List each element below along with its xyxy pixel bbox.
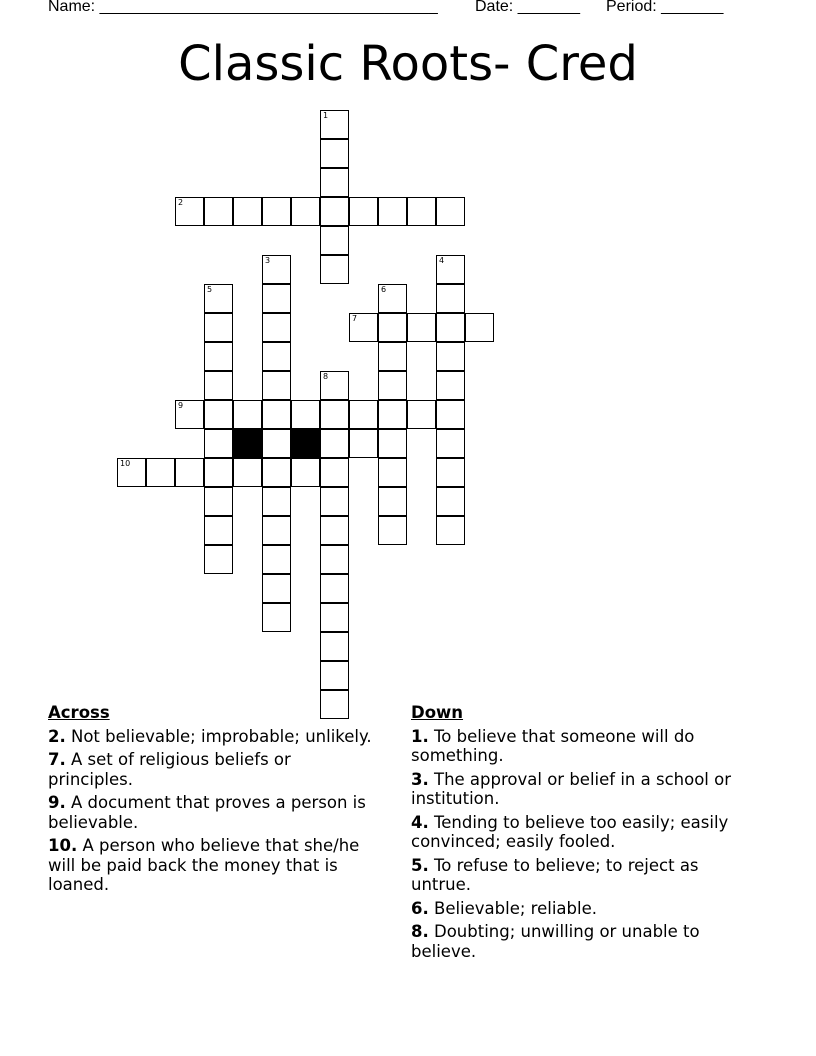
answer-cell[interactable] (262, 284, 291, 313)
date-field[interactable]: Date: _______ (475, 0, 580, 15)
answer-cell[interactable] (465, 313, 494, 342)
period-field[interactable]: Period: _______ (606, 0, 724, 15)
across-heading: Across (48, 703, 110, 722)
answer-cell[interactable] (349, 429, 378, 458)
answer-cell[interactable] (320, 574, 349, 603)
answer-cell[interactable] (320, 226, 349, 255)
answer-cell[interactable] (262, 371, 291, 400)
answer-cell[interactable] (378, 400, 407, 429)
answer-cell[interactable] (320, 661, 349, 690)
answer-cell[interactable] (204, 371, 233, 400)
answer-cell[interactable] (204, 458, 233, 487)
answer-cell[interactable] (320, 458, 349, 487)
answer-cell[interactable] (320, 255, 349, 284)
answer-cell[interactable] (262, 429, 291, 458)
answer-cell[interactable] (436, 342, 465, 371)
answer-cell[interactable] (320, 516, 349, 545)
answer-cell[interactable] (378, 487, 407, 516)
answer-cell[interactable] (378, 516, 407, 545)
numbered-cell-7[interactable] (349, 313, 378, 342)
answer-cell[interactable] (349, 400, 378, 429)
clue-down-6: 6. Believable; reliable. (411, 898, 597, 918)
answer-cell[interactable] (378, 197, 407, 226)
numbered-cell-10[interactable] (117, 458, 146, 487)
answer-cell[interactable] (175, 458, 204, 487)
answer-cell[interactable] (262, 603, 291, 632)
answer-cell[interactable] (262, 400, 291, 429)
clue-down-5: 5. To refuse to believe; to reject as untrue. (411, 855, 699, 894)
clue-across-2: 2. Not believable; improbable; unlikely. (48, 726, 372, 746)
clue-number: 4 (439, 256, 445, 265)
clue-number: 9 (178, 401, 184, 410)
answer-cell[interactable] (291, 458, 320, 487)
answer-cell[interactable] (262, 574, 291, 603)
answer-cell[interactable] (320, 429, 349, 458)
answer-cell[interactable] (320, 197, 349, 226)
answer-cell[interactable] (436, 284, 465, 313)
answer-cell[interactable] (262, 516, 291, 545)
answer-cell[interactable] (436, 197, 465, 226)
answer-cell[interactable] (262, 545, 291, 574)
clue-number: 6 (381, 285, 387, 294)
down-clues (411, 703, 751, 965)
black-cell (291, 429, 320, 458)
numbered-cell-8[interactable] (320, 371, 349, 400)
answer-cell[interactable] (262, 342, 291, 371)
clue-across-9: 9. A document that proves a person is believable. (48, 793, 366, 832)
answer-cell[interactable] (378, 342, 407, 371)
answer-cell[interactable] (291, 197, 320, 226)
answer-cell[interactable] (320, 487, 349, 516)
answer-cell[interactable] (262, 197, 291, 226)
answer-cell[interactable] (204, 400, 233, 429)
clue-number: 1 (323, 111, 329, 120)
answer-cell[interactable] (233, 197, 262, 226)
numbered-cell-1[interactable] (320, 110, 349, 139)
answer-cell[interactable] (146, 458, 175, 487)
clue-number: 2 (178, 198, 184, 207)
clue-number: 5 (207, 285, 213, 294)
answer-cell[interactable] (436, 487, 465, 516)
answer-cell[interactable] (407, 400, 436, 429)
clue-across-10: 10. A person who believe that she/he will be paid back the money that is loaned. (48, 836, 360, 894)
across-clues (48, 703, 378, 899)
clue-number: 7 (352, 314, 358, 323)
answer-cell[interactable] (320, 603, 349, 632)
answer-cell[interactable] (436, 458, 465, 487)
name-field[interactable]: Name: ______________________________________ (48, 0, 438, 15)
answer-cell[interactable] (436, 516, 465, 545)
answer-cell[interactable] (291, 400, 320, 429)
numbered-cell-4[interactable] (436, 255, 465, 284)
numbered-cell-6[interactable] (378, 284, 407, 313)
numbered-cell-5[interactable] (204, 284, 233, 313)
clue-down-8: 8. Doubting; unwilling or unable to believe. (411, 922, 700, 961)
answer-cell[interactable] (233, 400, 262, 429)
answer-cell[interactable] (262, 313, 291, 342)
puzzle-title: Classic Roots- Cred (178, 36, 638, 92)
answer-cell[interactable] (378, 371, 407, 400)
answer-cell[interactable] (204, 487, 233, 516)
answer-cell[interactable] (407, 197, 436, 226)
answer-cell[interactable] (204, 516, 233, 545)
numbered-cell-3[interactable] (262, 255, 291, 284)
answer-cell[interactable] (349, 197, 378, 226)
answer-cell[interactable] (320, 400, 349, 429)
answer-cell[interactable] (320, 168, 349, 197)
clue-number: 8 (323, 372, 329, 381)
answer-cell[interactable] (204, 429, 233, 458)
answer-cell[interactable] (436, 313, 465, 342)
answer-cell[interactable] (436, 371, 465, 400)
numbered-cell-2[interactable] (175, 197, 204, 226)
answer-cell[interactable] (262, 458, 291, 487)
numbered-cell-9[interactable] (175, 400, 204, 429)
answer-cell[interactable] (378, 429, 407, 458)
answer-cell[interactable] (378, 458, 407, 487)
answer-cell[interactable] (320, 545, 349, 574)
clue-number: 3 (265, 256, 271, 265)
answer-cell[interactable] (204, 545, 233, 574)
answer-cell[interactable] (233, 458, 262, 487)
answer-cell[interactable] (378, 313, 407, 342)
answer-cell[interactable] (262, 487, 291, 516)
answer-cell[interactable] (436, 429, 465, 458)
answer-cell[interactable] (204, 342, 233, 371)
answer-cell[interactable] (436, 400, 465, 429)
black-cell (233, 429, 262, 458)
answer-cell[interactable] (407, 313, 436, 342)
answer-cell[interactable] (320, 632, 349, 661)
answer-cell[interactable] (204, 197, 233, 226)
clue-across-7: 7. A set of religious beliefs or principles. (48, 750, 291, 789)
down-heading: Down (411, 703, 464, 722)
clue-number: 10 (120, 459, 131, 468)
clue-down-1: 1. To believe that someone will do something. (411, 726, 695, 765)
answer-cell[interactable] (320, 139, 349, 168)
clue-down-3: 3. The approval or belief in a school or institution. (411, 769, 731, 808)
answer-cell[interactable] (204, 313, 233, 342)
clue-down-4: 4. Tending to believe too easily; easily convinced; easily fooled. (411, 812, 729, 851)
